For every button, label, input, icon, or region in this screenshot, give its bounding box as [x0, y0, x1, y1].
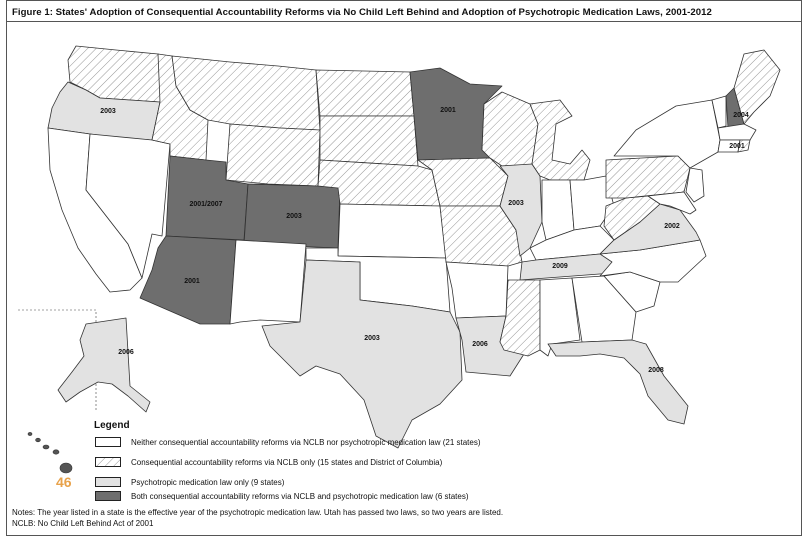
legend-swatch-nclb-only — [95, 457, 121, 467]
label-minnesota: 2001 — [440, 107, 456, 114]
state-pennsylvania — [606, 156, 690, 198]
label-florida: 2008 — [648, 367, 664, 374]
legend-label-neither: Neither consequential accountability reforms via NCLB nor psychotropic medication law (21 states) — [131, 437, 481, 447]
state-new-mexico — [230, 240, 306, 324]
label-new-hampshire: 2004 — [733, 112, 749, 119]
legend-swatch-both — [95, 491, 121, 501]
state-hawaii — [28, 432, 72, 473]
label-illinois: 2003 — [508, 200, 524, 207]
label-arizona: 2001 — [184, 278, 200, 285]
figure-title: Figure 1: States' Adoption of Consequential Accountability Reforms via No Child Left Behind and Adoption of Psychotropic Medication Laws, 2001-2012 — [12, 7, 712, 18]
legend-label-psychotropic-only: Psychotropic medication law only (9 states) — [131, 477, 285, 487]
label-alaska: 2006 — [118, 349, 134, 356]
label-utah: 2001/2007 — [189, 201, 223, 208]
legend-item-psychotropic-only — [95, 476, 284, 488]
label-tennessee: 2009 — [552, 263, 568, 270]
legend-swatch-psychotropic-only — [95, 477, 121, 487]
legend-title: Legend — [94, 420, 130, 431]
notes-line-1: Notes: The year listed in a state is the effective year of the psychotropic medication law. Utah has passed two laws, so two years are listed. — [12, 508, 504, 517]
legend-item-neither — [95, 436, 481, 448]
state-wyoming — [226, 124, 320, 186]
label-connecticut: 2001 — [729, 143, 745, 150]
state-south-dakota — [320, 116, 418, 166]
legend-item-both — [95, 490, 469, 502]
legend-swatch-neither — [95, 437, 121, 447]
label-colorado: 2003 — [286, 213, 302, 220]
state-indiana — [542, 180, 574, 240]
state-michigan — [530, 100, 590, 180]
page-number: 46 — [56, 474, 72, 490]
state-arkansas — [446, 262, 508, 318]
label-louisiana: 2006 — [472, 341, 488, 348]
notes-line-2: NCLB: No Child Left Behind Act of 2001 — [12, 519, 154, 528]
state-alaska — [58, 318, 150, 412]
legend-label-both: Both consequential accountability reforms via NCLB and psychotropic medication law (6 states) — [131, 491, 469, 501]
state-north-dakota — [316, 70, 414, 116]
legend-item-nclb-only — [95, 456, 442, 468]
state-kansas — [338, 204, 446, 258]
state-florida — [548, 340, 688, 424]
label-oregon: 2003 — [100, 108, 116, 115]
state-wisconsin — [482, 92, 538, 170]
legend-label-nclb-only: Consequential accountability reforms via NCLB only (15 states and District of Columbia) — [131, 457, 443, 467]
label-texas: 2003 — [364, 335, 380, 342]
label-virginia: 2002 — [664, 223, 680, 230]
